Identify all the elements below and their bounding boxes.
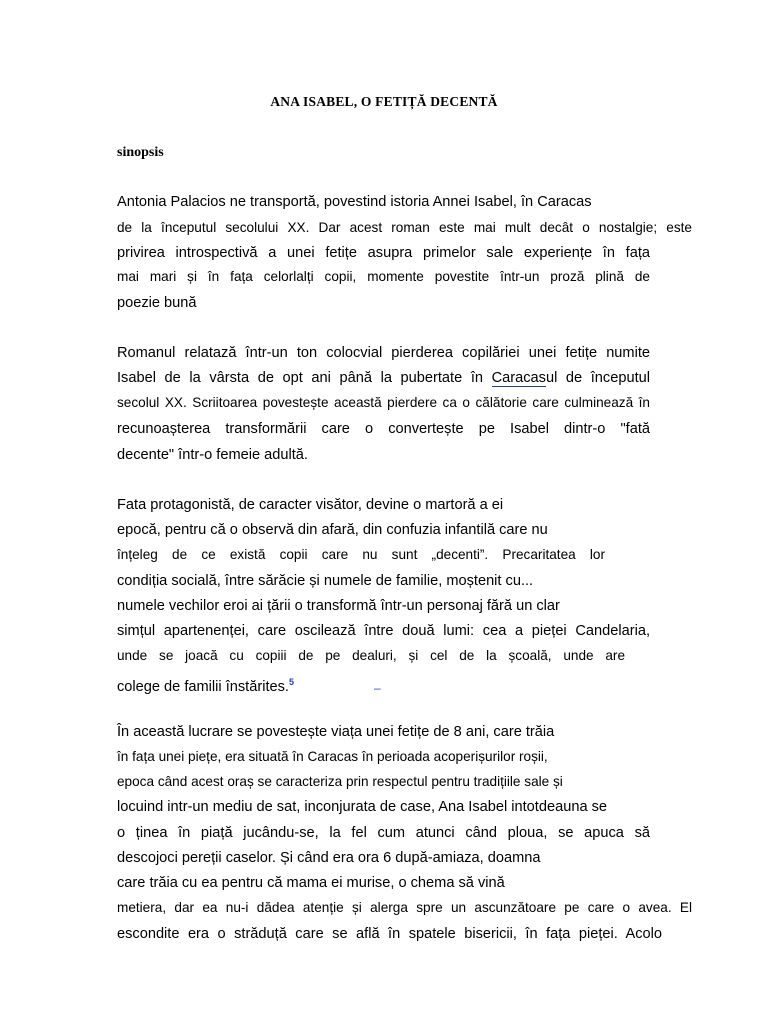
text-line: descojoci pereții caselor. Și când era ora 6 după-amiaza, doamna — [117, 850, 541, 866]
text-line: care trăia cu ea pentru că mama ei murise, o chema să vină — [117, 875, 505, 891]
text-line: Romanul relatază într-un ton colocvial pierderea copilăriei unei fetițe numite — [117, 345, 650, 361]
text-line-with-footnote: colege de familii înstărites.$^5$ — [117, 677, 294, 695]
document-subtitle: sinopsis — [117, 145, 164, 160]
footnote-dash: – — [374, 681, 381, 695]
caracas-link[interactable]: Caracas — [491, 370, 546, 386]
document-title: ANA ISABEL, O FETIȚĂ DECENTĂ — [270, 94, 498, 109]
text-line-with-link: Isabel de la vârsta de opt ani până la pubertate în Caracasul de începutul — [117, 370, 650, 386]
text-line: decente" într-o femeie adultă. — [117, 447, 308, 463]
text-line: locuind intr-un mediu de sat, inconjurata de case, Ana Isabel intotdeauna se — [117, 799, 608, 815]
text-line: escondite era o străduță care se află în spatele bisericii, în fața pieței. Acolo — [117, 926, 662, 942]
text-line: metiera, dar ea nu-i dădea atenție și alerga spre un ascunzătoare pe care o avea. El — [117, 900, 692, 915]
text-line: poezie bună — [117, 295, 197, 311]
text-line: secolul XX. Scriitoarea povestește această pierdere ca o călătorie care culminează în — [117, 395, 650, 410]
text-line: în fața unei piețe, era situată în Caracas în perioada acoperișurilor roșii, — [117, 749, 548, 764]
text-line: mai mari și în fața celorlalți copii, momente povestite într-un proză plină de — [117, 269, 650, 284]
text-line: de la începutul secolului XX. Dar acest roman este mai mult decât o nostalgie; este — [117, 220, 692, 235]
text-line: privirea introspectivă a unei fetițe asupra primelor sale experiențe în fața — [117, 245, 650, 261]
text-line: epoca când acest oraș se caracteriza prin respectul pentru tradițiile sale și — [117, 774, 563, 789]
text-line: recunoașterea transformării care o convertește pe Isabel dintr-o "fată — [117, 421, 650, 437]
text-line: condiția socială, între sărăcie și numele de familie, moștenit cu... — [117, 573, 534, 589]
text-line: simțul apartenenței, care oscilează între două lumi: cea a pieței Candelaria, — [117, 623, 650, 639]
text-line: unde se joacă cu copiii de pe dealuri, și cel de la școală, unde are — [117, 648, 625, 663]
footnote-marker[interactable]: 5 — [288, 677, 294, 687]
text-line: numele vechilor eroi ai țării o transformă într-un personaj fără un clar — [117, 598, 560, 614]
text-line: În această lucrare se povestește viața unei fetițe de 8 ani, care trăia — [117, 724, 555, 740]
text-line: înțeleg de ce există copii care nu sunt „decenti”. Precaritatea lor — [117, 547, 605, 562]
text-line: o ținea în piață jucându-se, la fel cum atunci când ploua, se apuca să — [117, 825, 650, 841]
text-line: epocă, pentru că o observă din afară, din confuzia infantilă care nu — [117, 522, 548, 538]
text-line: Fata protagonistă, de caracter visător, devine o martoră a ei — [117, 497, 504, 513]
text-line: Antonia Palacios ne transportă, povestind istoria Annei Isabel, în Caracas — [117, 194, 592, 210]
